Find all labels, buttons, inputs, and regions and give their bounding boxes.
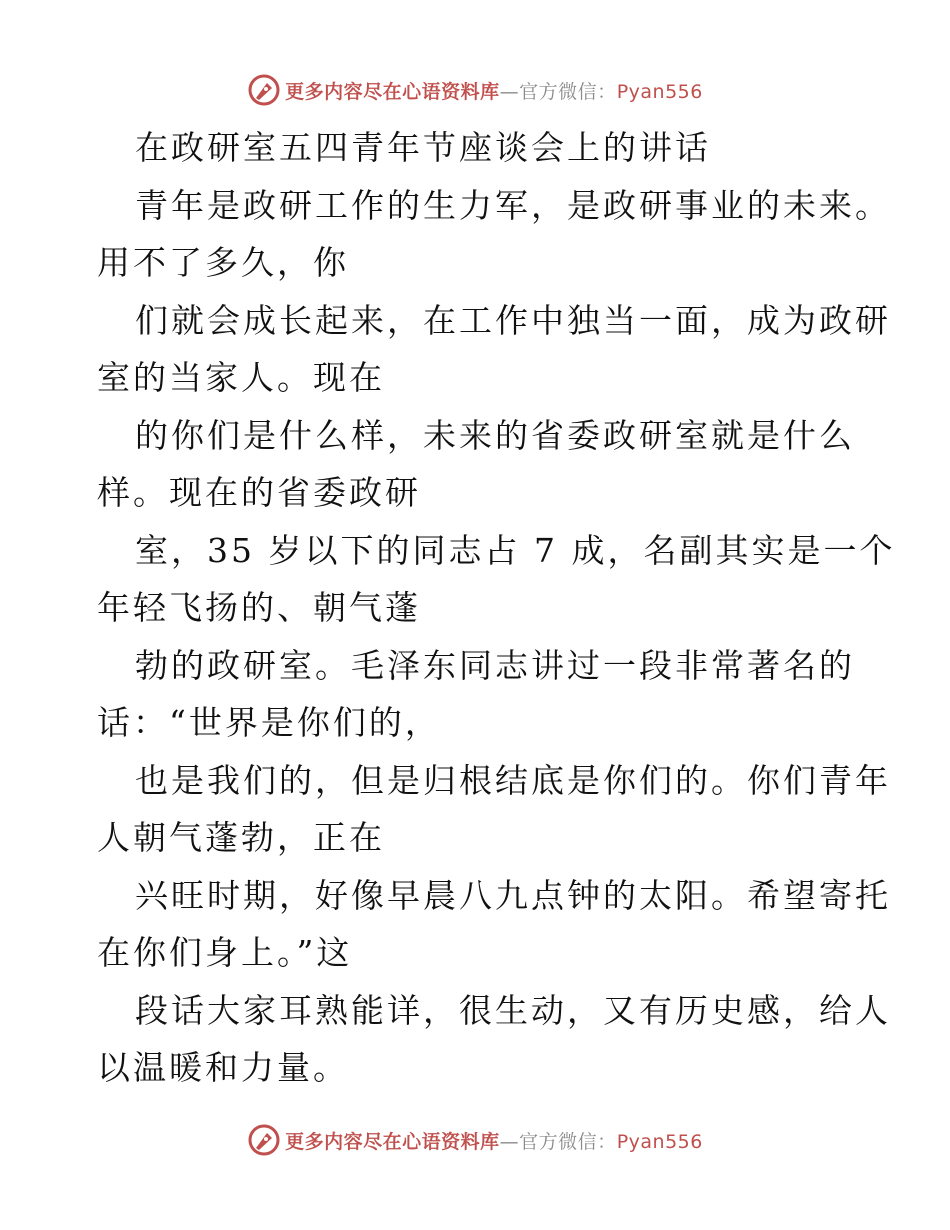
header-watermark (0, 70, 950, 110)
paragraph-line: 青年是政研工作的生力军，是政研事业的未来。 (135, 185, 891, 225)
paragraph-line: 的你们是什么样，未来的省委政研室就是什么 (135, 415, 855, 455)
watermark-text (285, 1127, 703, 1154)
watermark-site-name: 更多内容尽在心语资料库 (285, 80, 500, 103)
footer-watermark (0, 1120, 950, 1160)
watermark-text (285, 77, 703, 104)
paragraph-line: 话：“世界是你们的， (97, 703, 441, 742)
watermark-content (247, 73, 703, 107)
paragraph-line: 段话大家耳熟能详，很生动，又有历史感，给人 (135, 990, 891, 1030)
pen-nib-circle-icon (247, 73, 281, 107)
watermark-wechat-id: Pyan556 (616, 1130, 703, 1153)
paragraph-line: 年轻飞扬的、朝气蓬 (97, 588, 421, 627)
watermark-content (247, 1123, 703, 1157)
paragraph-line: 人朝气蓬勃，正在 (97, 818, 385, 857)
paragraph-line: 勃的政研室。毛泽东同志讲过一段非常著名的 (135, 645, 855, 685)
watermark-separator: —官方微信： (499, 80, 617, 103)
watermark-wechat-id: Pyan556 (616, 80, 703, 103)
paragraph-line: 以温暖和力量。 (97, 1048, 349, 1087)
paragraph-line: 室的当家人。现在 (97, 358, 385, 397)
document-body (97, 119, 896, 1097)
paragraph-line: 也是我们的，但是归根结底是你们的。你们青年 (135, 760, 891, 800)
paragraph-line: 在你们身上。”这 (97, 933, 353, 972)
paragraph-line: 室，35 岁以下的同志占 7 成，名副其实是一个 (135, 530, 896, 570)
watermark-site-name: 更多内容尽在心语资料库 (285, 1130, 500, 1153)
document-title: 在政研室五四青年节座谈会上的讲话 (135, 128, 711, 167)
watermark-separator: —官方微信： (499, 1130, 617, 1153)
paragraph-line: 用不了多久，你 (97, 243, 349, 282)
paragraph-line: 样。现在的省委政研 (97, 473, 421, 512)
paragraph-line: 们就会成长起来，在工作中独当一面，成为政研 (135, 300, 891, 340)
paragraph-line: 兴旺时期，好像早晨八九点钟的太阳。希望寄托 (135, 875, 891, 915)
pen-nib-circle-icon (247, 1123, 281, 1157)
